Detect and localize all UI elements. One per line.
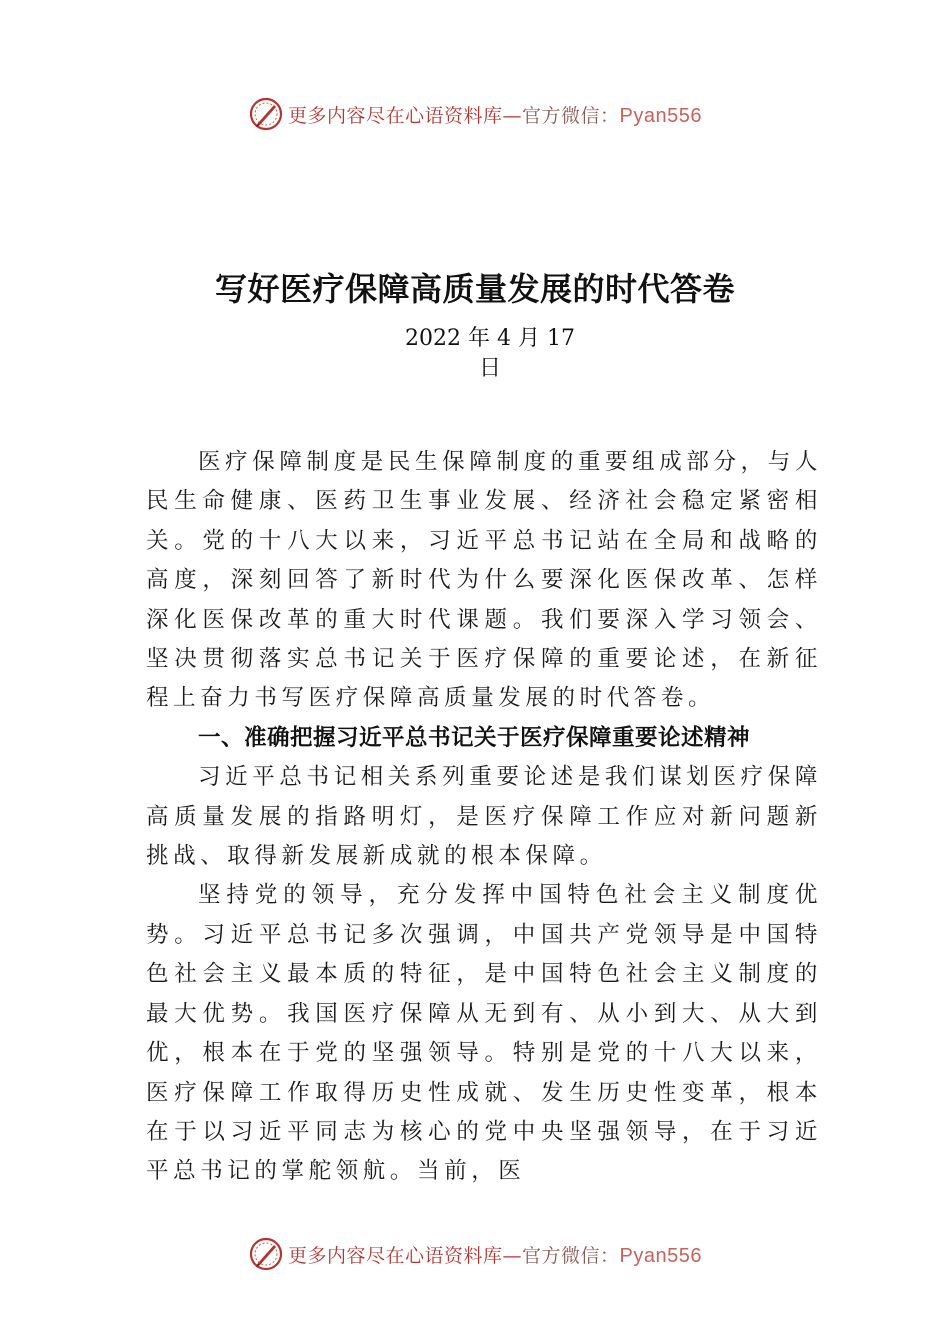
article-body	[146, 443, 822, 1192]
date-line-2: 日	[478, 356, 501, 381]
page-title: 写好医疗保障高质量发展的时代答卷	[214, 270, 735, 308]
pen-seal-logo-icon	[248, 96, 284, 132]
section-heading: 一、准确把握习近平总书记关于医疗保障重要论述精神	[198, 724, 751, 751]
banner-wechat-label: 官方微信：	[522, 104, 620, 127]
pen-seal-logo-icon	[248, 1236, 284, 1272]
banner-separator: —	[502, 1244, 523, 1267]
intro-paragraph: 医疗保障制度是民生保障制度的重要组成部分，与人民生命健康、医药卫生事业发展、经济社会稳定紧密相关。党的十八大以来，习近平总书记站在全局和战略的高度，深刻回答了新时代为什么要深化医保改革、怎样深化医保改革的重大时代课题。我们要深入学习领会、坚决贯彻落实总书记关于医疗保障的重要论述，在新征程上奋力书写医疗保障高质量发展的时代答卷。	[146, 449, 822, 712]
banner-text	[288, 1241, 702, 1268]
banner-wechat-id: Pyan556	[619, 104, 702, 127]
banner-slogan: 更多内容尽在心语资料库	[288, 104, 503, 127]
date-line-1: 2022 年 4 月 17	[405, 326, 575, 351]
header-banner	[0, 94, 950, 134]
section-paragraph: 习近平总书记相关系列重要论述是我们谋划医疗保障高质量发展的指路明灯，是医疗保障工作应对新问题新挑战、取得新发展新成就的根本保障。	[146, 764, 822, 870]
banner-slogan: 更多内容尽在心语资料库	[288, 1244, 503, 1267]
banner-separator: —	[502, 104, 523, 127]
footer-banner	[0, 1234, 950, 1274]
section-paragraph: 坚持党的领导，充分发挥中国特色社会主义制度优势。习近平总书记多次强调，中国共产党领导是中国特色社会主义最本质的特征，是中国特色社会主义制度的最大优势。我国医疗保障从无到有、从小到大、从大到优，根本在于党的坚强领导。特别是党的十八大以来，医疗保障工作取得历史性成就、发生历史性变革，根本在于以习近平同志为核心的党中央坚强领导，在于习近平总书记的掌舵领航。当前，医	[146, 882, 822, 1185]
banner-wechat-id: Pyan556	[619, 1244, 702, 1267]
publish-date	[395, 324, 585, 384]
banner-text	[288, 101, 702, 128]
banner-wechat-label: 官方微信：	[522, 1244, 620, 1267]
